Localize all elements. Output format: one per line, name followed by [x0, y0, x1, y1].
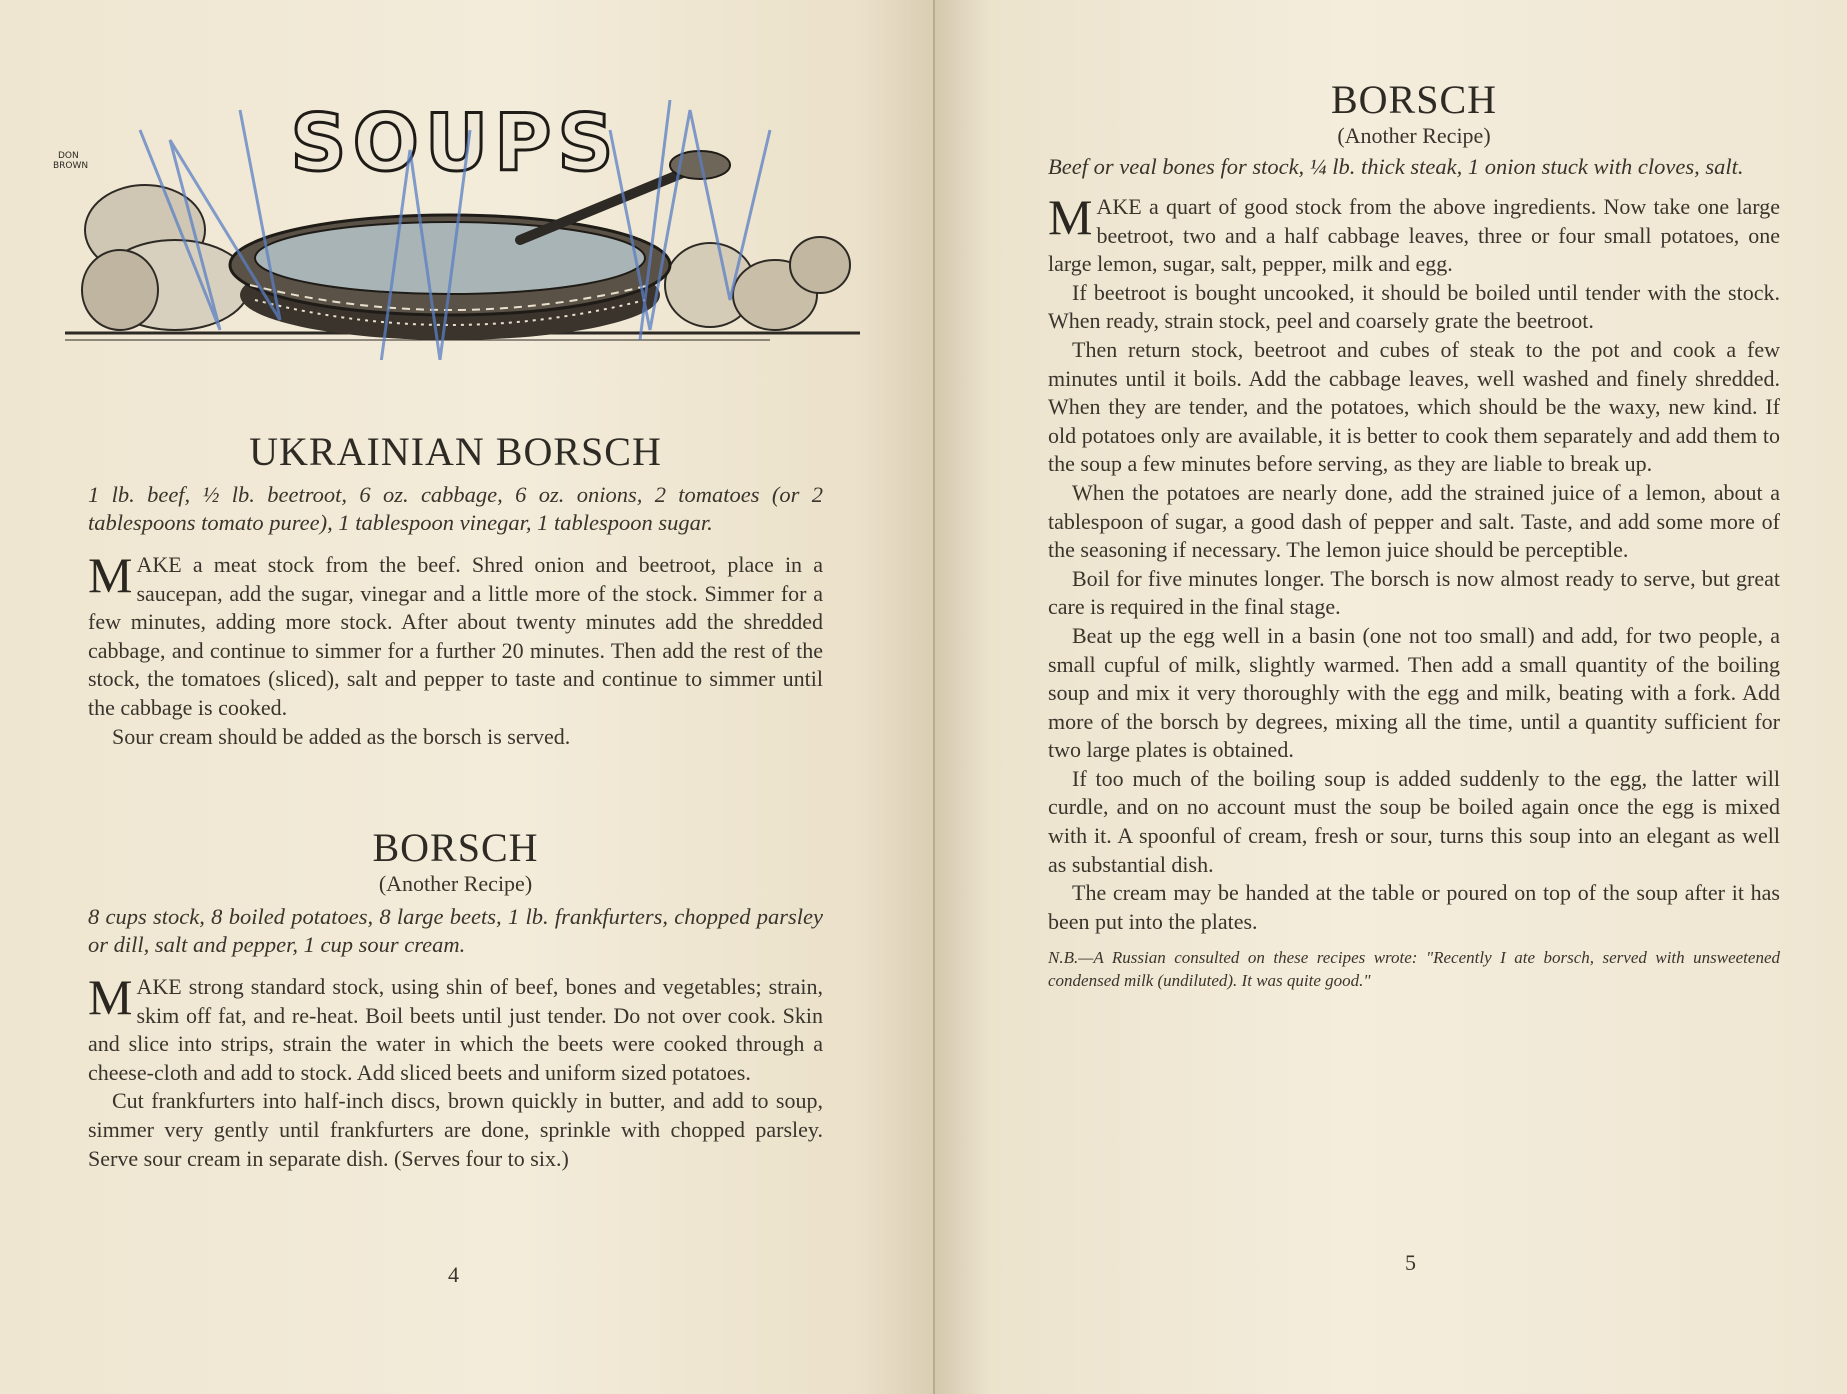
method-paragraph: AKE strong standard stock, using shin of beef, bones and vegetables; strain, skim off fat, and re-heat. Boil beets until just tender. Do not over cook. Skin and slice into strips, strain the water in which the beets were cooked through a cheese-cloth and add to stock. Add sliced beets and uniform sized potatoes.	[88, 974, 823, 1085]
recipe-subtitle: (Another Recipe)	[1337, 123, 1491, 148]
ingredients-list: 8 cups stock, 8 boiled potatoes, 8 large beets, 1 lb. frankfurters, chopped parsley or dill, salt and pepper, 1 cup sour cream.	[88, 904, 823, 957]
method-paragraph: If too much of the boiling soup is added suddenly to the egg, the latter will curdle, and on no account must the soup be boiled again once the egg is mixed with it. A spoonful of cream, fresh or sour, turns this soup into an elegant as well as substantial dish.	[1048, 765, 1780, 877]
svg-text:SOUPS: SOUPS	[290, 99, 620, 189]
drop-cap: M	[1048, 189, 1093, 245]
recipe-title: BORSCH	[372, 825, 539, 870]
drop-cap: M	[88, 969, 133, 1025]
borsch-recipe-left	[88, 824, 823, 1173]
method-paragraph: Beat up the egg well in a basin (one not too small) and add, for two people, a small cupful of milk, slightly warmed. Then add a small quantity of the boiling soup and mix it very thoroughly with the egg and milk, beating with a fork. Add more of the borsch by degrees, mixing all the time, until a quantity sufficient for two large plates is obtained.	[1048, 622, 1780, 763]
method-paragraph: Boil for five minutes longer. The borsch is now almost ready to serve, but great care is required in the final stage.	[1048, 565, 1780, 620]
method-paragraph: The cream may be handed at the table or poured on top of the soup after it has been put into the plates.	[1048, 880, 1780, 934]
page-number: 5	[1405, 1250, 1416, 1275]
drop-cap: M	[88, 547, 133, 603]
footnote: N.B.—A Russian consulted on these recipes wrote: "Recently I ate borsch, served with unsweetened condensed milk (undiluted). It was quite good."	[1048, 948, 1780, 991]
ukrainian-borsch-recipe	[88, 428, 823, 751]
soups-illustration	[50, 70, 865, 360]
method-paragraph: Cut frankfurters into half-inch discs, brown quickly in butter, and add to soup, simmer very gently until frankfurters are done, sprinkle with chopped parsley. Serve sour cream in separate dish. (Serves four to six.)	[88, 1088, 823, 1171]
right-page	[935, 0, 1847, 1394]
method-paragraph: When the potatoes are nearly done, add the strained juice of a lemon, about a tablespoon of sugar, a good dash of pepper and salt. Taste, and add some more of the seasoning if necessary. The lemon juice should be perceptible.	[1048, 479, 1780, 563]
borsch-recipe-right	[1048, 76, 1780, 992]
method-paragraph: AKE a quart of good stock from the above ingredients. Now take one large beetroot, two and a half cabbage leaves, three or four small potatoes, one large lemon, sugar, salt, pepper, milk and egg.	[1048, 194, 1780, 277]
recipe-title: UKRAINIAN BORSCH	[249, 429, 662, 474]
soups-letters	[290, 99, 619, 189]
ingredients-list: Beef or veal bones for stock, ¼ lb. thick steak, 1 onion stuck with cloves, salt.	[1048, 154, 1744, 179]
recipe-title: BORSCH	[1330, 77, 1498, 122]
recipe-subtitle: (Another Recipe)	[378, 871, 533, 896]
artist-signature: DON BROWN	[53, 151, 89, 171]
method-paragraph: Then return stock, beetroot and cubes of steak to the pot and cook a few minutes until it boils. Add the cabbage leaves, well washed and finely shredded. When they are tender, and the potatoes, which should be the waxy, new kind. If old potatoes only are available, it is better to cook them separately and add them to the soup a few minutes before serving, as they are liable to break up.	[1048, 336, 1780, 477]
method-paragraph: AKE a meat stock from the beef. Shred onion and beetroot, place in a saucepan, add the sugar, vinegar and a little more of the stock. Simmer for a few minutes, adding more stock. After about twenty minutes add the shredded cabbage, and continue to simmer for a further 20 minutes. Then add the rest of the stock, the tomatoes (sliced), salt and pepper to taste and continue to simmer until the cabbage is cooked.	[88, 552, 823, 720]
method-paragraph: If beetroot is bought uncooked, it should be boiled until tender with the stock. When ready, strain stock, peel and coarsely grate the beetroot.	[1048, 279, 1780, 334]
method-paragraph: Sour cream should be added as the borsch is served.	[112, 723, 571, 749]
ingredients-list: 1 lb. beef, ½ lb. beetroot, 6 oz. cabbage, 6 oz. onions, 2 tomatoes (or 2 tablespoons tomato puree), 1 tablespoon vinegar, 1 tablespoon sugar.	[88, 482, 823, 535]
page-number: 4	[448, 1262, 459, 1287]
